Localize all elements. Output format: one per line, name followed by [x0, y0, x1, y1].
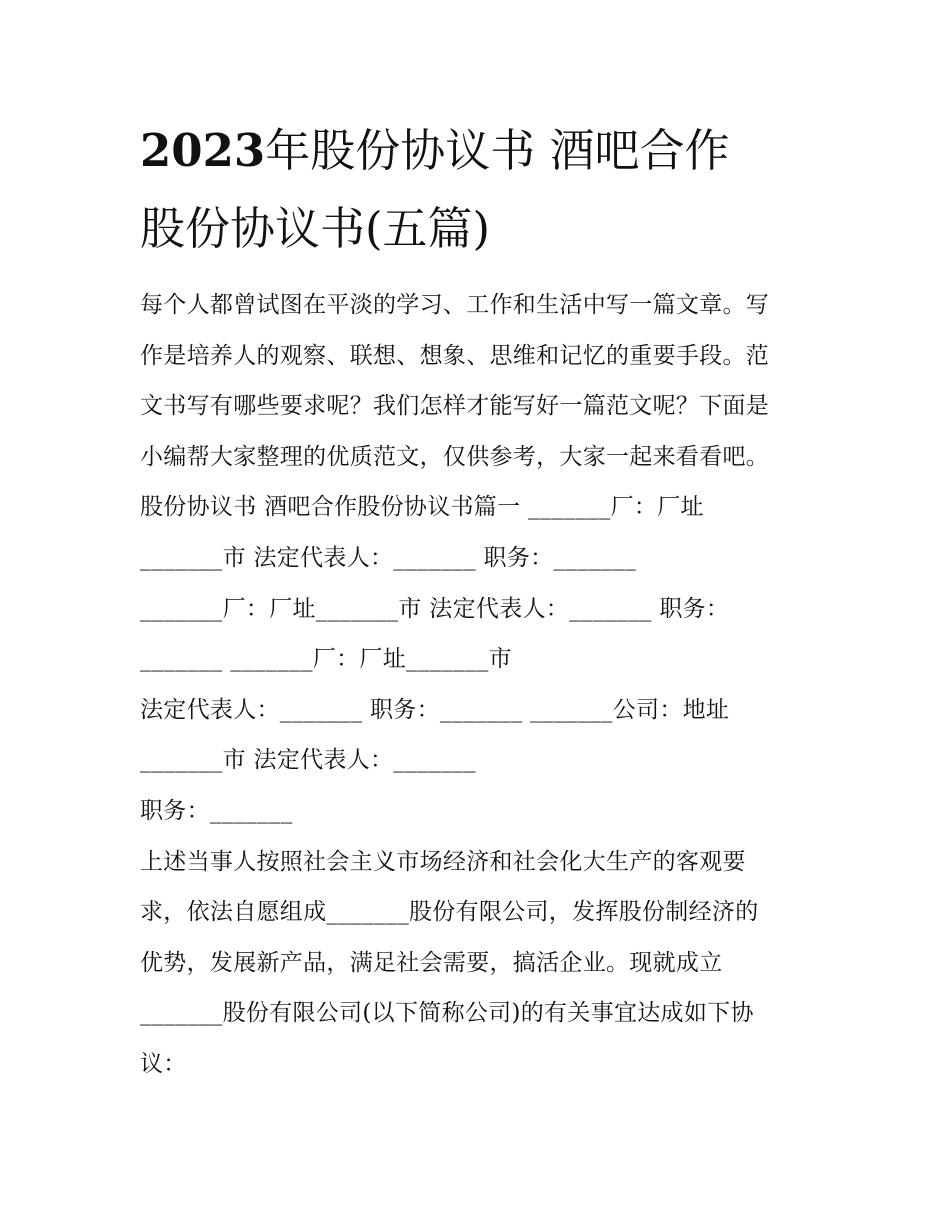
- document-body: [140, 280, 820, 1090]
- title-line2-text: 股份协议书(五篇): [140, 202, 491, 255]
- document-title: [140, 112, 820, 268]
- body-line: 小编帮大家整理的优质范文，仅供参考，大家一起来看看吧。: [140, 443, 770, 470]
- body-line: _______厂：厂址_______市 法定代表人：_______ 职务：: [140, 595, 730, 622]
- body-line: 议：: [140, 1050, 187, 1077]
- body-line: 作是培养人的观察、联想、想象、思维和记忆的重要手段。范: [140, 342, 770, 369]
- title-line1-text: 年股份协议书 酒吧合作: [265, 124, 730, 177]
- body-line: 每个人都曾试图在平淡的学习、工作和生活中写一篇文章。写: [140, 292, 770, 318]
- body-line: _______市 法定代表人：_______: [140, 747, 476, 774]
- title-year: 2023: [140, 124, 266, 177]
- body-line: _______ _______厂：厂址_______市: [140, 646, 512, 673]
- body-line: 上述当事人按照社会主义市场经济和社会化大生产的客观要: [140, 848, 746, 875]
- body-line: _______市 法定代表人：_______ 职务：_______: [140, 544, 637, 571]
- body-line: 求，依法自愿组成_______股份有限公司，发挥股份制经济的: [140, 899, 759, 926]
- body-line: 文书写有哪些要求呢？我们怎样才能写好一篇范文呢？下面是: [140, 393, 770, 420]
- body-line: 股份协议书 酒吧合作股份协议书篇一 _______厂：厂址: [140, 494, 704, 521]
- body-line: 法定代表人：_______ 职务：_______ _______公司：地址: [140, 696, 730, 723]
- body-line: 优势，发展新产品，满足社会需要，搞活企业。现就成立: [140, 949, 723, 976]
- body-line: _______股份有限公司(以下简称公司)的有关事宜达成如下协: [140, 1000, 754, 1027]
- body-line: 职务：_______: [140, 797, 293, 824]
